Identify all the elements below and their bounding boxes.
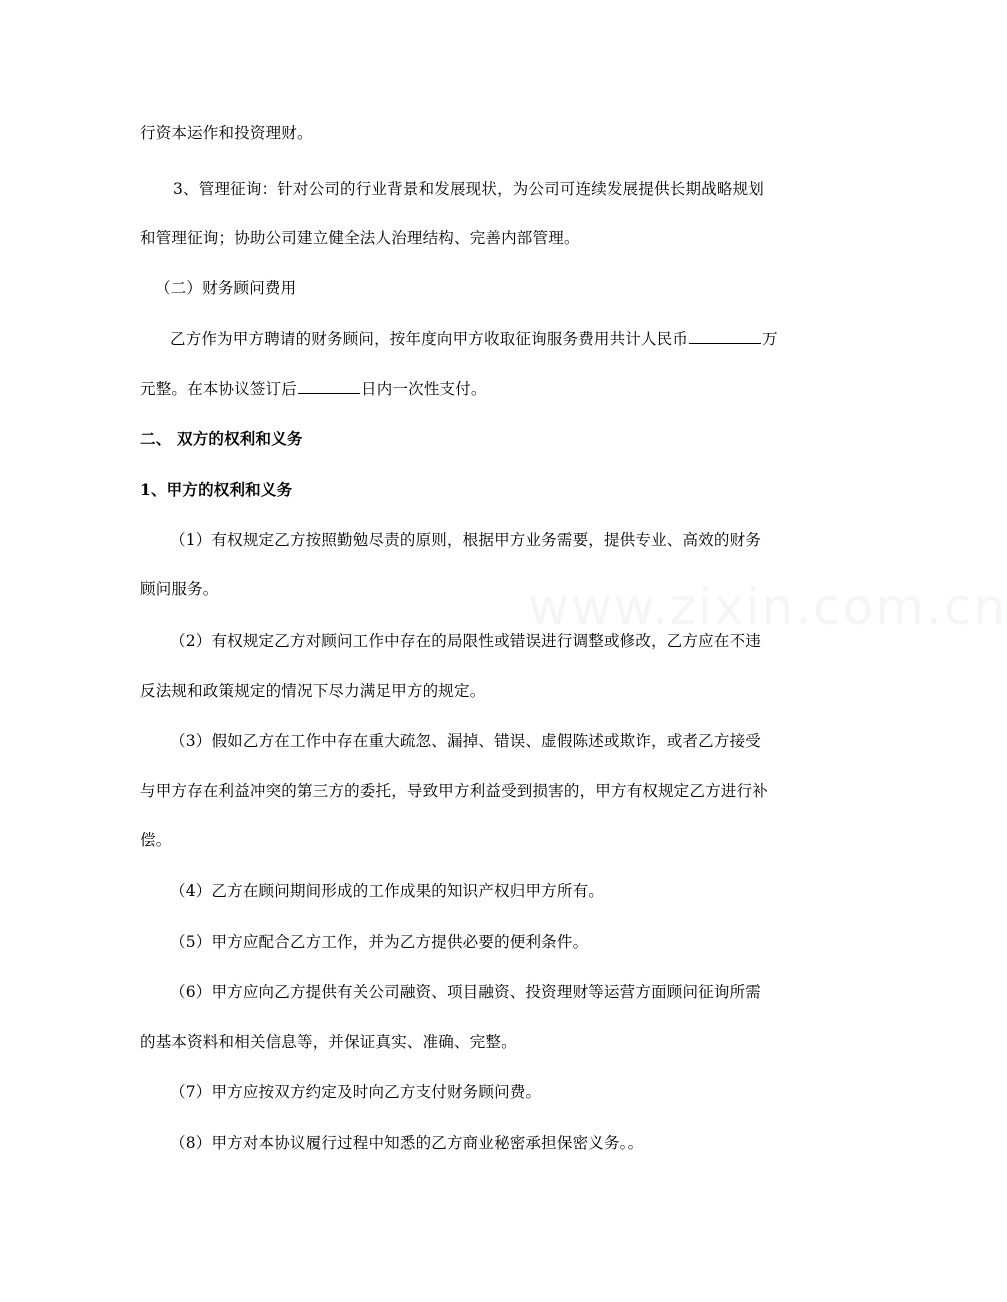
paragraph-line (140, 378, 487, 400)
payment-text: 元整。在本协议签订后 (140, 380, 298, 398)
paragraph-line (170, 328, 778, 350)
paragraph-line: （5）甲方应配合乙方工作，并为乙方提供必要的便利条件。 (170, 933, 589, 951)
paragraph-line: （1）有权规定乙方按照勤勉尽责的原则，根据甲方业务需要，提供专业、高效的财务 (170, 531, 761, 549)
paragraph-line: （7）甲方应按双方约定及时向乙方支付财务顾问费。 (170, 1083, 542, 1101)
paragraph-line: 的基本资料和相关信息等，并保证真实、准确、完整。 (140, 1033, 517, 1051)
paragraph-line: 与甲方存在利益冲突的第三方的委托，导致甲方利益受到损害的，甲方有权规定乙方进行补 (140, 782, 769, 800)
watermark: www.zixin.com.cn (528, 578, 1007, 636)
paragraph-line: （8）甲方对本协议履行过程中知悉的乙方商业秘密承担保密义务。。 (170, 1134, 644, 1152)
paragraph-line: （6）甲方应向乙方提供有关公司融资、项目融资、投资理财等运营方面顾问征询所需 (170, 983, 761, 1001)
paragraph-line: 行资本运作和投资理财。 (140, 124, 313, 142)
paragraph-line: 3、管理征询：针对公司的行业背景和发展现状，为公司可连续发展提供长期战略规划 (173, 180, 764, 198)
subsection-heading: 1、甲方的权利和义务 (140, 480, 293, 499)
paragraph-line: （3）假如乙方在工作中存在重大疏忽、漏掉、错误、虚假陈述或欺诈，或者乙方接受 (170, 732, 761, 750)
paragraph-line: （2）有权规定乙方对顾问工作中存在的局限性或错误进行调整或修改，乙方应在不违 (170, 632, 761, 650)
paragraph-line: 和管理征询；协助公司建立健全法人治理结构、完善内部管理。 (140, 229, 580, 247)
section-heading: 二、 双方的权利和义务 (140, 429, 303, 448)
amount-blank (689, 328, 761, 344)
payment-text-end: 日内一次性支付。 (361, 380, 487, 398)
fee-text: 乙方作为甲方聘请的财务顾问，按年度向甲方收取征询服务费用共计人民币 (170, 330, 689, 348)
fee-unit: 万 (762, 330, 778, 348)
days-blank (298, 378, 360, 394)
paragraph-line: 反法规和政策规定的情况下尽力满足甲方的规定。 (140, 682, 486, 700)
paragraph-line: 顾问服务。 (140, 580, 219, 598)
paragraph-line: 偿。 (140, 831, 172, 849)
paragraph-line: （4）乙方在顾问期间形成的工作成果的知识产权归甲方所有。 (170, 882, 604, 900)
section-subheading: （二）财务顾问费用 (155, 279, 297, 297)
